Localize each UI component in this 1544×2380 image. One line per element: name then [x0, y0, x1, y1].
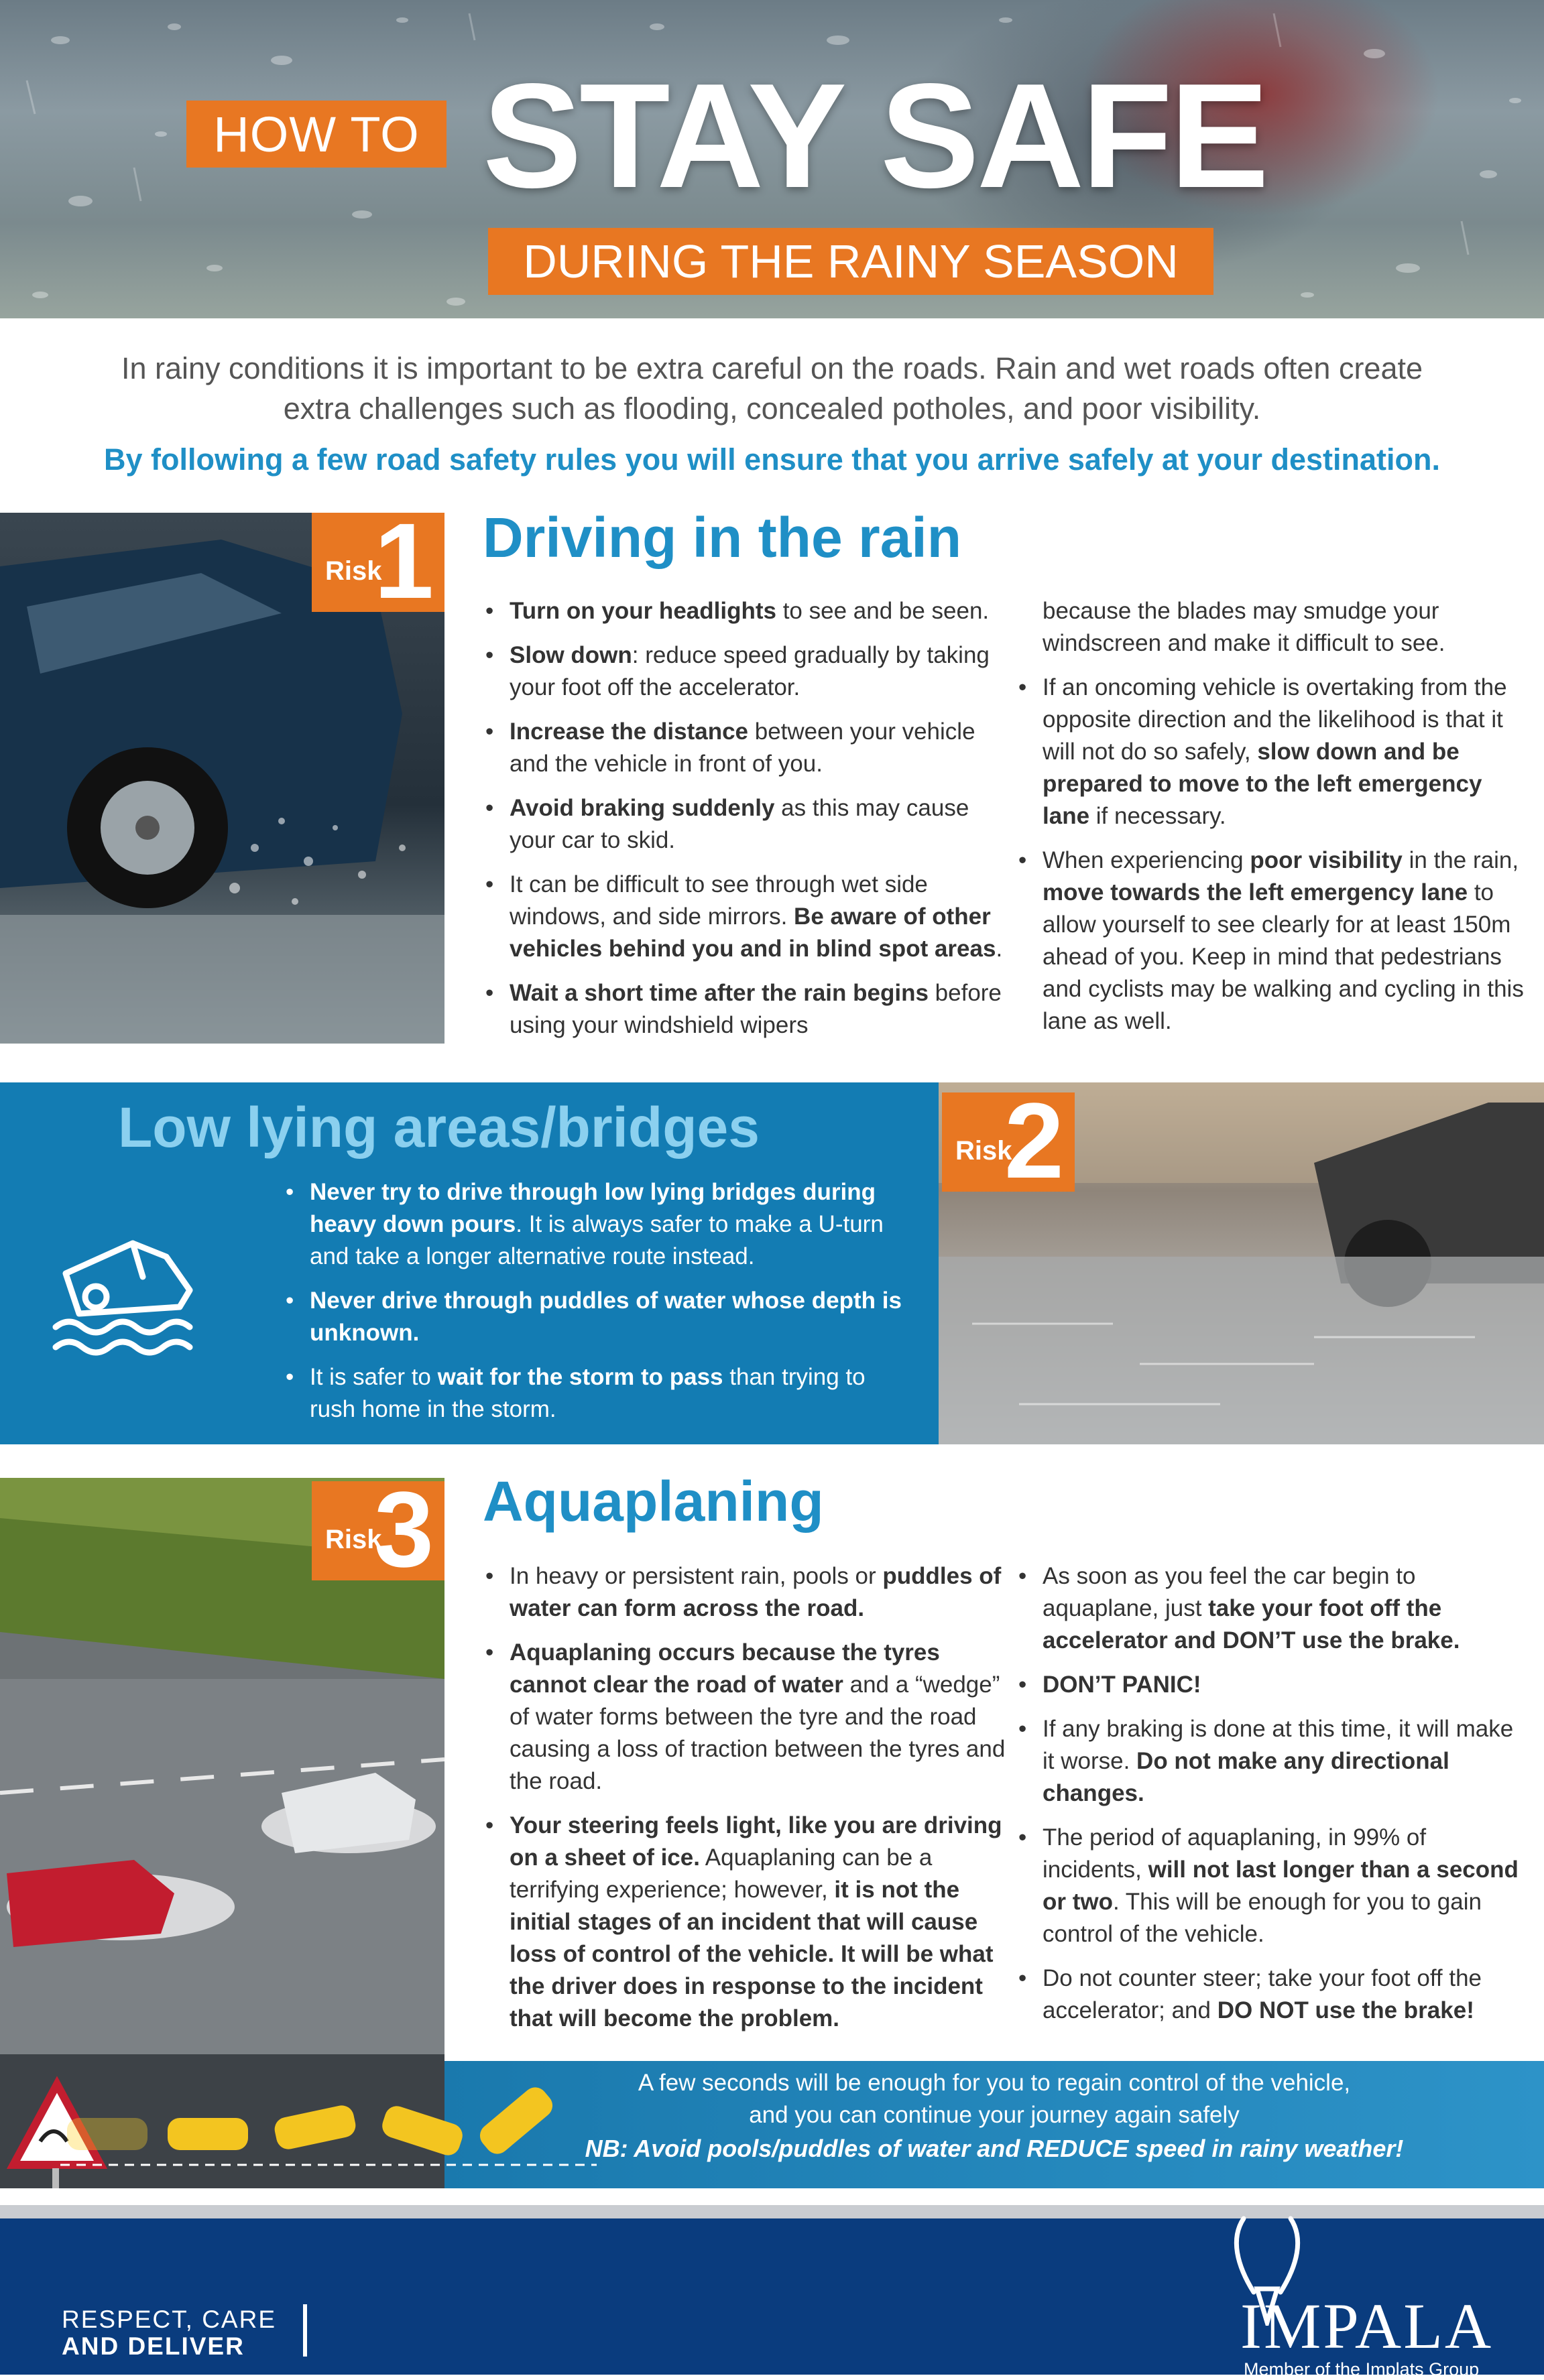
bullet-bold-text: Slow down [510, 642, 632, 668]
bullet-bold-text: it is not the initial stages of an incident that will cause loss of control of the vehicle. It will be what the driver does in response to the incident that will become the problem. [510, 1877, 994, 2031]
how-to-tag: HOW TO [186, 101, 447, 168]
bullet-text: to see and be seen. [776, 598, 990, 624]
risk-2-title: Low lying areas/bridges [118, 1096, 760, 1159]
bullet-bold-text: will not last longer than a second or two [1043, 1857, 1519, 1915]
bullet-text: as this may cause your car to skid. [510, 795, 969, 853]
bullet-bold-text: DON’T PANIC! [1043, 1672, 1201, 1698]
bullet-bold-text: Aquaplaning occurs because the tyres cannot clear the road of water [510, 1639, 940, 1698]
bullet-text: if necessary. [1089, 803, 1226, 829]
banner-line-2: and you can continue your journey again safely [749, 2102, 1240, 2128]
bullet-text: than trying to rush home in the storm. [310, 1364, 866, 1422]
bullet-bold-text: poor visibility [1250, 847, 1403, 873]
bullet-text: When experiencing [1043, 847, 1250, 873]
risk-2-number: 2 [1004, 1080, 1064, 1200]
bullet-item [483, 716, 1006, 780]
bullet-item [283, 1285, 913, 1349]
risk-2-badge [942, 1080, 1075, 1200]
bullet-bold-text: wait for the storm to pass [437, 1364, 723, 1390]
bullet-item [1016, 1962, 1525, 2027]
banner-line-1: A few seconds will be enough for you to regain control of the vehicle, [638, 2070, 1351, 2096]
risk-2-label: Risk [955, 1136, 1012, 1166]
bullet-bold-text: take your foot off the accelerator and DON’T use the brake. [1043, 1595, 1460, 1653]
risk-3-number: 3 [374, 1469, 434, 1589]
bullet-text: Aquaplaning can be a terrifying experience; however, [510, 1844, 933, 1903]
risk-1-left-list [483, 595, 1006, 1054]
bullet-bold-text: Your steering feels light, like you are driving on a sheet of ice. [510, 1812, 1002, 1871]
bullet-text: If any braking is done at this time, it will make it worse. [1043, 1716, 1514, 1774]
motto-line-1: RESPECT, CARE [62, 2306, 277, 2333]
bullet-item [483, 1560, 1006, 1625]
bullet-text: before using your windshield wipers [510, 980, 1002, 1038]
risk-1-number: 1 [374, 501, 434, 621]
bullet-text: Do not counter steer; take your foot off the accelerator; and [1043, 1965, 1482, 2023]
bullet-bold-text: Be aware of other vehicles behind you and in blind spot areas [510, 903, 996, 962]
motto-line-2: AND DELIVER [62, 2332, 245, 2360]
bullet-item [283, 1176, 913, 1273]
bullet-text: . It is always safer to make a U-turn and take a longer alternative route instead. [310, 1211, 884, 1269]
risk-1-label: Risk [325, 556, 382, 586]
intro-text [40, 349, 1504, 429]
bullet-text: : reduce speed gradually by taking your foot off the accelerator. [510, 642, 990, 700]
risk-1-title: Driving in the rain [483, 506, 962, 569]
bullet-item [483, 1810, 1006, 2035]
subtitle-tag: DURING THE RAINY SEASON [488, 228, 1213, 295]
bullet-text: As soon as you feel the car begin to aquaplane, just [1043, 1563, 1416, 1621]
bullet-bold-text: move towards the left emergency lane [1043, 879, 1468, 905]
bullet-text: . [996, 936, 1003, 962]
bullet-text: The period of aquaplaning, in 99% of incidents, [1043, 1824, 1427, 1883]
bullet-item [483, 977, 1006, 1042]
bullet-item [1016, 1822, 1525, 1950]
bullet-bold-text: Do not make any directional changes. [1043, 1748, 1449, 1806]
bullet-item [1016, 672, 1525, 832]
bullet-item [483, 792, 1006, 857]
bullet-item [483, 869, 1006, 965]
intro-highlight: By following a few road safety rules you will ensure that you arrive safely at your destination. [103, 442, 1440, 477]
bullet-bold-text: Wait a short time after the rain begins [510, 980, 929, 1006]
sinking-car-icon [52, 1227, 227, 1361]
bullet-text: In heavy or persistent rain, pools or [510, 1563, 883, 1589]
brand-name: IMPALA [1240, 2290, 1494, 2362]
banner-nb: NB: Avoid pools/puddles of water and REDUCE speed in rainy weather! [585, 2135, 1404, 2162]
bullet-text: in the rain, [1402, 847, 1519, 873]
bullet-bold-text: puddles of water can form across the road. [510, 1563, 1002, 1621]
bullet-text: It is safer to [310, 1364, 438, 1390]
bullet-item [1016, 1669, 1525, 1701]
bullet-bold-text: Avoid braking suddenly [510, 795, 775, 821]
bullet-text: If an oncoming vehicle is overtaking from the opposite direction and the likelihood is that it will not do so safely, [1043, 674, 1507, 765]
risk-1-right-continuation: because the blades may smudge your windscreen and make it difficult to see. [1043, 598, 1445, 656]
intro-line-1: In rainy conditions it is important to be extra careful on the roads. Rain and wet roads often create [121, 351, 1423, 385]
bullet-bold-text: Turn on your headlights [510, 598, 776, 624]
risk-1-badge [312, 501, 444, 621]
skidding-taxi-illustration [60, 2084, 597, 2178]
bullet-item [483, 639, 1006, 704]
bullet-item [483, 595, 1006, 627]
bullet-text: between your vehicle and the vehicle in front of you. [510, 718, 975, 777]
bullet-item [1016, 1713, 1525, 1810]
risk-3-label: Risk [325, 1525, 382, 1554]
bullet-bold-text: Increase the distance [510, 718, 748, 745]
brand-tagline: Member of the Implats Group [1244, 2359, 1480, 2379]
bullet-text: and a “wedge” of water forms between the tyre and the road causing a loss of traction between the tyres and the road. [510, 1672, 1006, 1794]
header-banner [0, 0, 1544, 318]
motto-divider [303, 2304, 307, 2357]
risk-3-right-list [1016, 1560, 1525, 2039]
bullet-item [1016, 844, 1525, 1038]
bullet-text: to allow yourself to see clearly for at least 150m ahead of you. Keep in mind that pedestrians and cyclists may be walking and cycling in this lane as well. [1043, 879, 1524, 1034]
risk-3-left-list [483, 1560, 1006, 2047]
bullet-bold-text: Never try to drive through low lying bridges during heavy down pours [310, 1179, 876, 1237]
risk-1-right-list [1016, 672, 1525, 1050]
page-title: STAY SAFE [483, 53, 1266, 219]
bullet-bold-text: DO NOT use the brake! [1217, 1997, 1474, 2023]
risk-3-badge [312, 1469, 444, 1589]
bullet-bold-text: Never drive through puddles of water whose depth is unknown. [310, 1288, 902, 1346]
risk-3-title: Aquaplaning [483, 1470, 824, 1533]
bullet-bold-text: slow down and be prepared to move to the left emergency lane [1043, 739, 1482, 829]
bullet-item [483, 1637, 1006, 1798]
bullet-text: . This will be enough for you to gain control of the vehicle. [1043, 1889, 1482, 1947]
bullet-item [1016, 1560, 1525, 1657]
bullet-item [283, 1361, 913, 1426]
intro-line-2: extra challenges such as flooding, concealed potholes, and poor visibility. [283, 391, 1261, 426]
risk-2-list [283, 1176, 913, 1438]
bullet-text: It can be difficult to see through wet side windows, and side mirrors. [510, 871, 928, 930]
